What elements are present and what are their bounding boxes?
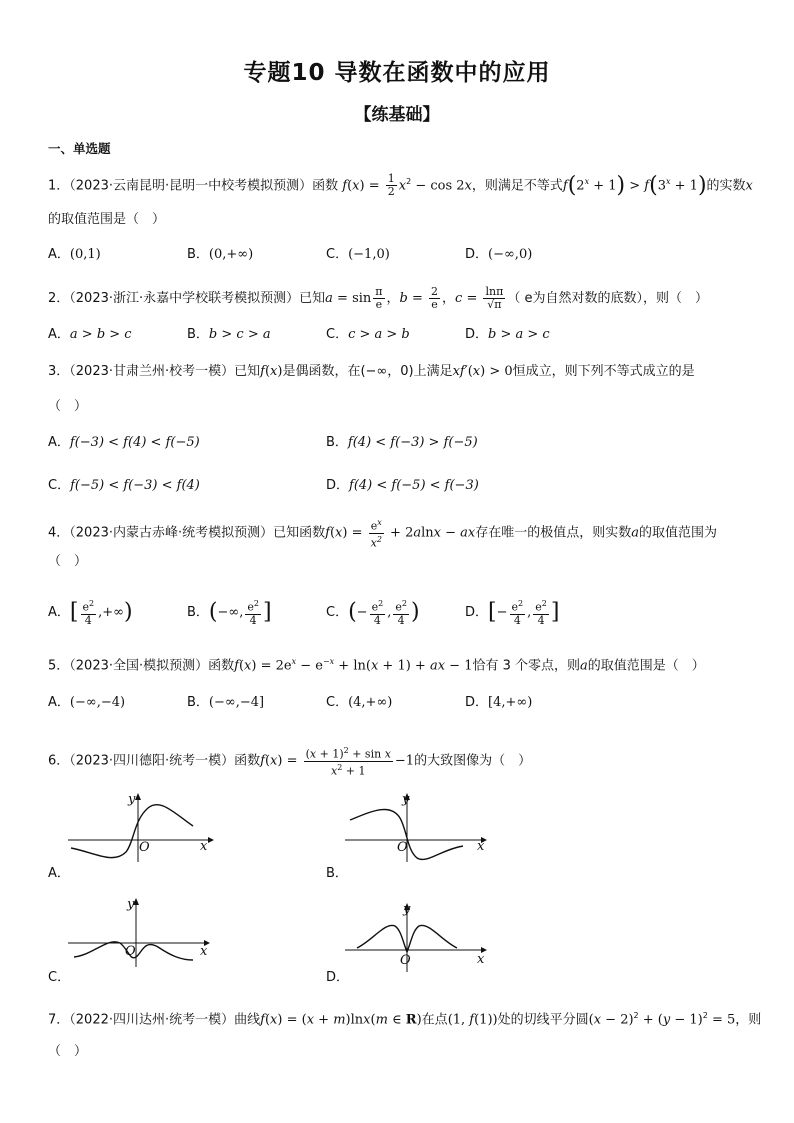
question-source: （2022·四川达州·统考一模）曲线 (69, 1012, 261, 1028)
question-2: 2．（2023·浙江·永嘉中学校联考模拟预测）已知a = sin $\frac{\pi}{e}$ ，b = $\frac{2}{e}$ ，c = $\frac{\ln\pi}{√\pi}$ （ e为自然对数的底数），则（ ） (48, 285, 708, 311)
option-d[interactable]: D．f(4) < f(−5) < f(−3) (326, 478, 479, 493)
x-axis-label: x (200, 944, 208, 959)
question-source: （2023·云南昆明·昆明一中校考模拟预测）函数 (69, 178, 339, 194)
origin-label: O (125, 944, 136, 959)
y-axis-label: y (403, 902, 411, 917)
question-source: （2023·内蒙古赤峰·统考模拟预测）已知函数 (69, 525, 326, 541)
option-a[interactable]: A．[ $\frac{e^2}{4}$ ,+∞) (48, 599, 133, 627)
option-c[interactable]: C．(− $\frac{e^2}{4}$ , $\frac{e^2}{4}$ ) (326, 599, 420, 627)
question-text: ，则 (735, 1012, 762, 1028)
section-heading: 一、单选题 (48, 141, 111, 156)
origin-label: O (397, 840, 408, 855)
question-text: 的实数 (706, 178, 746, 194)
x-axis-label: x (477, 952, 485, 967)
origin-label: O (400, 953, 411, 968)
question-text: 的大致图像为（ ） (414, 753, 532, 769)
graph-c (68, 895, 218, 970)
question-number: 1． (48, 178, 70, 194)
question-text: 存在唯一的极值点，则实数 (475, 525, 632, 541)
question-text: 恰有 3 个零点，则 (472, 658, 581, 674)
x-axis-label: x (477, 839, 485, 854)
option-b[interactable]: B． (326, 866, 348, 881)
option-a[interactable]: A．(0,1) (48, 247, 101, 262)
option-c[interactable]: C．(−1,0) (326, 247, 390, 262)
question-text: ，则满足不等式 (471, 178, 563, 194)
y-axis-label: y (128, 792, 136, 807)
question-number: 6． (48, 753, 70, 769)
option-b[interactable]: B．b > c > a (187, 327, 271, 342)
question-7-continued: （ ） (48, 1044, 88, 1059)
origin-label: O (139, 840, 150, 855)
math-inequality: f (562, 178, 568, 194)
question-source: （2023·全国·模拟预测）函数 (69, 658, 235, 674)
question-text: 是偶函数，在(−∞，0)上满足 (282, 364, 453, 379)
question-1-continued: 的取值范围是（ ） (48, 212, 166, 227)
option-d[interactable]: D．[4,+∞) (465, 695, 533, 710)
y-axis-label: y (402, 792, 410, 807)
option-b[interactable]: B．(−∞,−4] (187, 695, 265, 710)
option-a[interactable]: A．(−∞,−4) (48, 695, 126, 710)
question-number: 4． (48, 525, 70, 541)
question-4: 4．（2023·内蒙古赤峰·统考模拟预测）已知函数f(x) = $\frac{e^x}{x^2}$ + 2alnx − ax存在唯一的极值点，则实数a的取值范围为 (48, 518, 718, 550)
question-text: 的取值范围为 (639, 525, 718, 541)
question-7: 7．（2022·四川达州·统考一模）曲线f(x) = (x + m)lnx(m ∈ R)在点(1, f(1))处的切线平分圆$(x - 2)^2 + (y - 1)^2 = 5$，则 (48, 1011, 762, 1028)
option-a[interactable]: A．f(−3) < f(4) < f(−5) (48, 435, 200, 450)
question-3: 3．（2023·甘肃兰州·校考一模）已知f(x)是偶函数，在(−∞，0)上满足xf′(x) > 0恒成立，则下列不等式成立的是 (48, 364, 695, 379)
question-text: （ e为自然对数的底数），则（ ） (507, 291, 708, 306)
y-axis-label: y (127, 897, 135, 912)
option-d[interactable]: D．[− $\frac{e^2}{4}$ , $\frac{e^2}{4}$ ] (465, 599, 560, 627)
question-source: （2023·浙江·永嘉中学校联考模拟预测）已知 (69, 291, 326, 306)
option-a[interactable]: A． (48, 866, 70, 881)
graph-b (345, 790, 495, 865)
graph-d (345, 900, 495, 975)
question-number: 2． (48, 291, 70, 306)
option-c[interactable]: C．c > a > b (326, 327, 410, 342)
question-number: 3． (48, 364, 70, 379)
question-number: 5． (48, 658, 70, 674)
question-text: 恒成立，则下列不等式成立的是 (512, 364, 695, 379)
question-text: 在点 (421, 1012, 448, 1028)
option-a[interactable]: A．a > b > c (48, 327, 132, 342)
option-b[interactable]: B．(0,+∞) (187, 247, 254, 262)
option-c[interactable]: C． (48, 970, 71, 985)
option-c[interactable]: C．f(−5) < f(−3) < f(4) (48, 478, 200, 493)
question-4-continued: （ ） (48, 554, 88, 569)
question-6: 6．（2023·四川德阳·统考一模）函数f(x) = $\frac{(x + 1)^2 + \sin x}{x^2 + 1}$ −1的大致图像为（ ） (48, 746, 532, 778)
question-5: 5．（2023·全国·模拟预测）函数$f(x) = 2e^x - e^{-x} + \ln(x + 1)$ + ax − 1恰有 3 个零点，则a的取值范围是（ ） (48, 657, 705, 674)
question-text: 处的切线平分圆 (497, 1012, 589, 1028)
x-axis-label: x (200, 839, 208, 854)
page-subtitle: 【练基础】 (354, 105, 440, 125)
math-formula: f (342, 178, 348, 194)
question-text: 的取值范围是（ ） (587, 658, 705, 674)
page-title: 专题10 导数在函数中的应用 (243, 60, 551, 86)
option-b[interactable]: B．f(4) < f(−3) > f(−5) (326, 435, 478, 450)
option-b[interactable]: B．(−∞, $\frac{e^2}{4}$ ] (187, 599, 272, 627)
option-c[interactable]: C．(4,+∞) (326, 695, 393, 710)
option-d[interactable]: D． (326, 970, 350, 985)
question-3-continued: （ ） (48, 399, 88, 414)
option-d[interactable]: D．b > a > c (465, 327, 550, 342)
question-1: 1．（2023·云南昆明·昆明一中校考模拟预测）函数 f(x) = $\frac{1}{2}$ $x^2 - \cos 2x$，则满足不等式$f(2^x + 1) > f(3^x + 1)$的实数x (48, 172, 753, 199)
question-number: 7． (48, 1012, 70, 1028)
question-source: （2023·四川德阳·统考一模）函数 (69, 753, 261, 769)
question-source: （2023·甘肃兰州·校考一模）已知 (69, 364, 261, 379)
option-d[interactable]: D．(−∞,0) (465, 247, 533, 262)
